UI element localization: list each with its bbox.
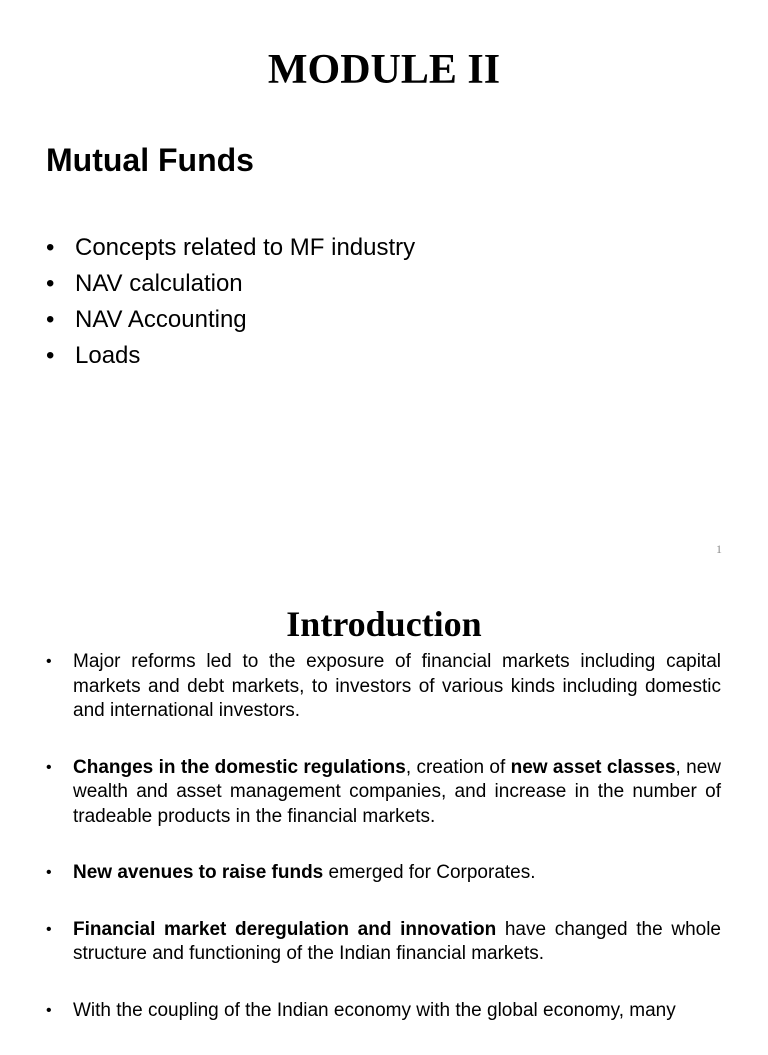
bullet-icon: • — [46, 306, 55, 333]
intro-list — [46, 650, 721, 1055]
topic-text: NAV Accounting — [75, 306, 247, 333]
bullet-icon: • — [46, 864, 52, 881]
intro-point — [46, 999, 721, 1024]
bullet-icon: • — [46, 342, 55, 369]
topic-item — [46, 230, 415, 266]
bullet-icon: • — [46, 653, 52, 670]
point-text: have changed the whole structure and functioning of the Indian financial markets. — [73, 918, 721, 964]
bullet-icon: • — [46, 920, 52, 938]
intro-title: Introduction — [286, 604, 482, 644]
topic-item — [46, 302, 415, 338]
bullet-icon: • — [46, 234, 55, 261]
bullet-icon: • — [46, 758, 52, 776]
point-text: , new wealth and asset management companies, and increase in the number of tradeable products in the financial markets. — [73, 756, 721, 827]
intro-point — [46, 861, 721, 886]
point-bold-text: Changes in the domestic regulations — [73, 756, 406, 778]
topic-list — [46, 230, 415, 374]
topic-text: Concepts related to MF industry — [75, 234, 416, 261]
point-bold-text: Financial market deregulation and innovation — [73, 918, 497, 940]
module-title: MODULE II — [267, 47, 501, 93]
point-text: With the coupling of the Indian economy with the global economy, many — [73, 999, 676, 1021]
topic-text: NAV calculation — [75, 270, 243, 297]
point-text: , creation of — [405, 756, 511, 778]
slide-introduction — [0, 570, 768, 1024]
point-bold-text: New avenues to raise funds — [73, 862, 324, 883]
point-text: emerged for Corporates. — [323, 862, 536, 883]
point-bold-text: new asset classes — [510, 756, 676, 778]
bullet-icon: • — [46, 1001, 52, 1019]
topic-item — [46, 338, 415, 374]
topic-item — [46, 266, 415, 302]
point-text: Major reforms led to the exposure of financial markets including capital markets and debt markets, to investors of various kinds including domestic and international investors. — [73, 651, 721, 721]
intro-point — [46, 756, 721, 830]
slide-number: 1 — [716, 542, 722, 556]
bullet-icon: • — [46, 270, 55, 297]
intro-point — [46, 650, 721, 724]
section-heading: Mutual Funds — [46, 142, 254, 178]
topic-text: Loads — [75, 342, 141, 369]
intro-point — [46, 918, 721, 967]
